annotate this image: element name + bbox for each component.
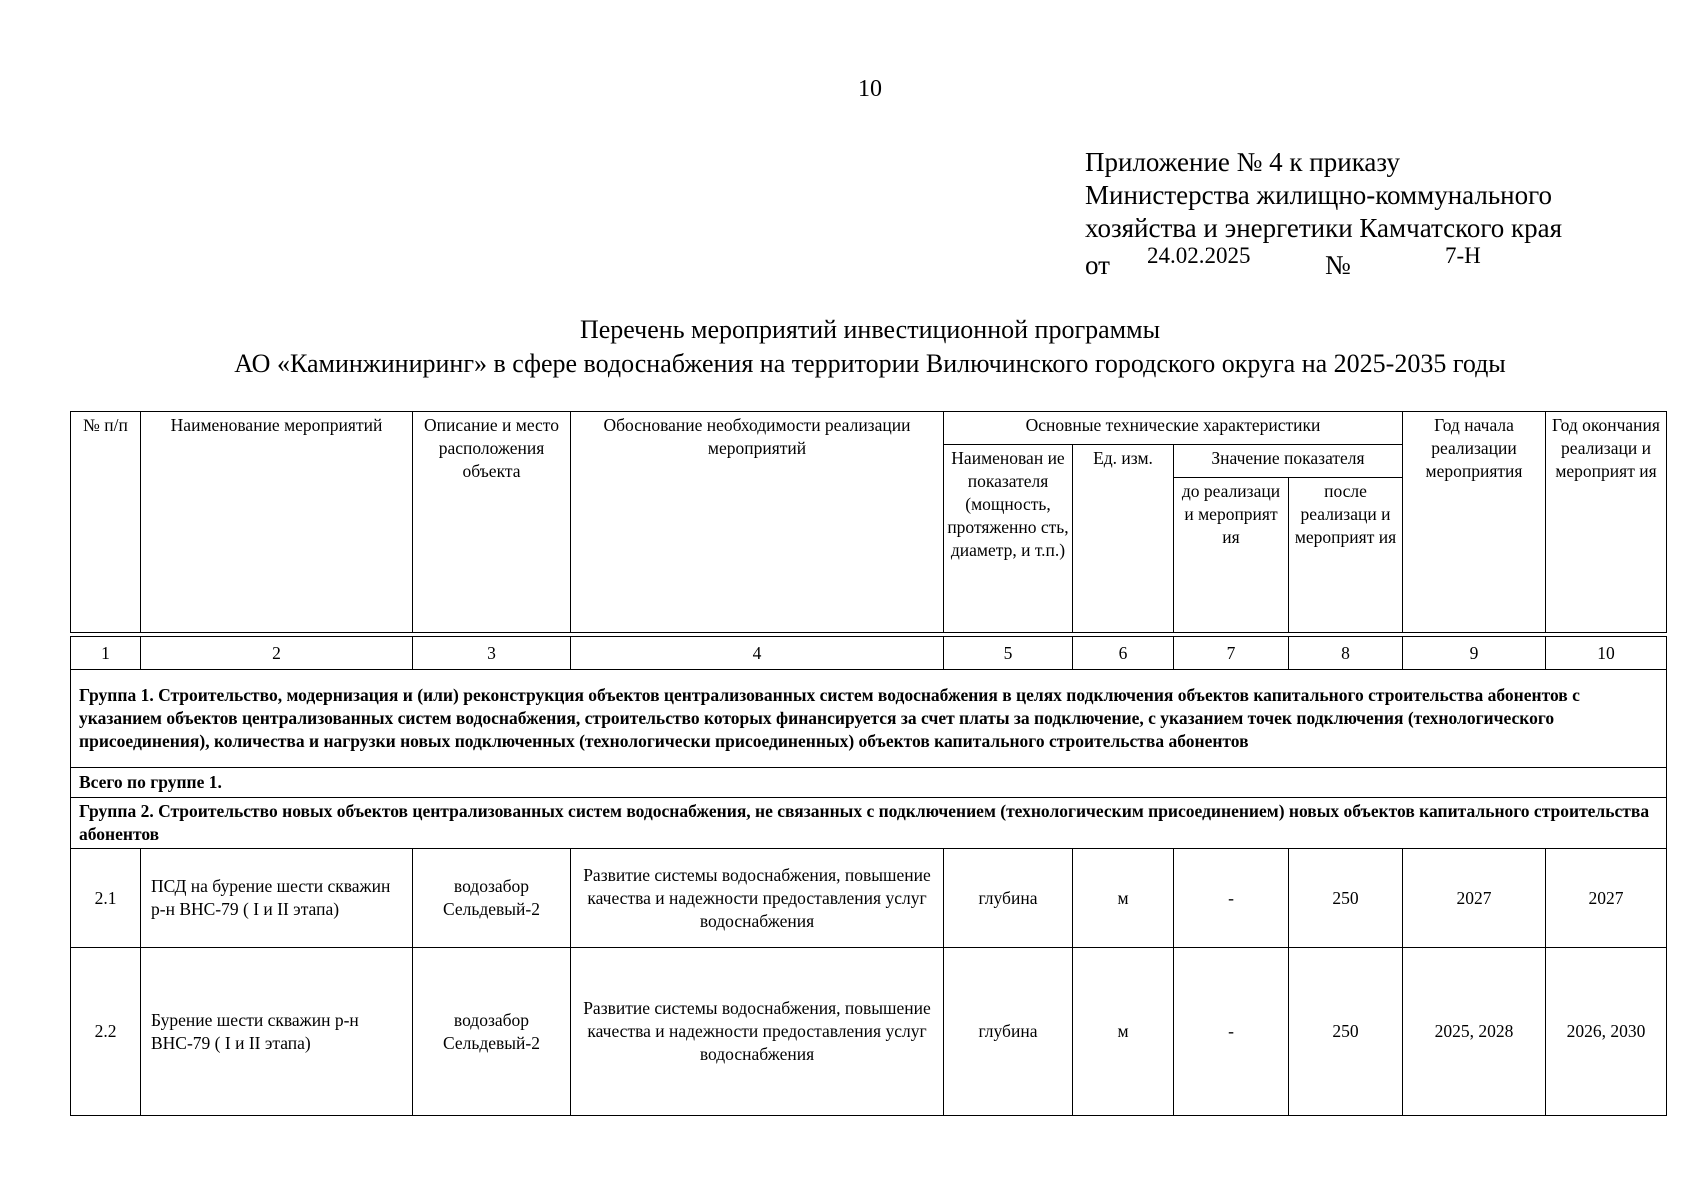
header-tech: Основные технические характеристики: [944, 412, 1403, 445]
header-indicator-name: Наименован ие показателя (мощность, протяженно сть, диаметр, и т.п.): [944, 445, 1073, 633]
row-unit: м: [1073, 849, 1174, 948]
measures-table: [70, 411, 1667, 1116]
group-1-total: Всего по группе 1.: [71, 768, 1667, 798]
header-num: № п/п: [71, 412, 141, 633]
row-location: водозабор Сельдевый-2: [413, 849, 571, 948]
title-line-2: АО «Каминжиниринг» в сфере водоснабжения на территории Вилючинского городского округа на 2025-2035 годы: [234, 349, 1506, 378]
header-value: Значение показателя: [1174, 445, 1403, 478]
row-end-year: 2026, 2030: [1546, 948, 1667, 1116]
row-after: 250: [1289, 948, 1403, 1116]
order-date: 24.02.2025: [1147, 243, 1251, 268]
column-number: 4: [571, 637, 944, 670]
row-start-year: 2027: [1403, 849, 1546, 948]
appendix-line-1: Приложение № 4 к приказу: [1085, 147, 1400, 177]
row-justification: Развитие системы водоснабжения, повышение качества и надежности предоставления услуг водоснабжения: [571, 849, 944, 948]
table-row: [71, 948, 1667, 1116]
row-indicator: глубина: [944, 849, 1073, 948]
appendix-block: [1085, 146, 1562, 278]
header-end-year: Год окончания реализаци и мероприят ия: [1546, 412, 1667, 633]
row-before: -: [1174, 849, 1289, 948]
title-line-1: Перечень мероприятий инвестиционной программы: [579, 315, 1161, 344]
row-num: 2.2: [71, 948, 141, 1116]
row-before: -: [1174, 948, 1289, 1116]
row-justification: Развитие системы водоснабжения, повышение качества и надежности предоставления услуг водоснабжения: [571, 948, 944, 1116]
row-name: ПСД на бурение шести скважин р-н ВНС-79 ( I и II этапа): [141, 849, 413, 948]
header-start-year: Год начала реализации мероприятия: [1403, 412, 1546, 633]
column-number: 7: [1174, 637, 1289, 670]
row-end-year: 2027: [1546, 849, 1667, 948]
row-unit: м: [1073, 948, 1174, 1116]
column-number: 10: [1546, 637, 1667, 670]
header-unit: Ед. изм.: [1073, 445, 1174, 633]
from-label: от: [1085, 250, 1110, 280]
group-1-heading: Группа 1. Строительство, модернизация и (или) реконструкция объектов централизованных систем водоснабжения в целях подключения объектов капитального строительства абонентов с указанием объектов централизованных систем водоснабжения, строительство которых финансируется за счет платы за подключение, с указанием точек подключения (технологического присоединения), количества и нагрузки новых подключенных (технологически присоединенных) объектов капитального строительства абонентов: [71, 670, 1667, 768]
order-number: 7-Н: [1445, 243, 1481, 268]
row-indicator: глубина: [944, 948, 1073, 1116]
row-start-year: 2025, 2028: [1403, 948, 1546, 1116]
header-description: Описание и место расположения объекта: [413, 412, 571, 633]
column-number: 1: [71, 637, 141, 670]
column-number: 3: [413, 637, 571, 670]
header-justification: Обоснование необходимости реализации мероприятий: [571, 412, 944, 633]
appendix-date-line: [1085, 245, 1562, 278]
column-number: 8: [1289, 637, 1403, 670]
column-number: 2: [141, 637, 413, 670]
row-location: водозабор Сельдевый-2: [413, 948, 571, 1116]
appendix-line-2: Министерства жилищно-коммунального: [1085, 180, 1553, 210]
document-title: [0, 313, 1698, 381]
column-number: 6: [1073, 637, 1174, 670]
column-number: 9: [1403, 637, 1546, 670]
number-label: №: [1325, 250, 1351, 280]
column-number: 5: [944, 637, 1073, 670]
row-after: 250: [1289, 849, 1403, 948]
row-name: Бурение шести скважин р-н ВНС-79 ( I и II этапа): [141, 948, 413, 1116]
header-name: Наименование мероприятий: [141, 412, 413, 633]
group-2-heading: Группа 2. Строительство новых объектов централизованных систем водоснабжения, не связанных с подключением (технологическим присоединением) новых объектов капитального строительства абонентов: [71, 798, 1667, 849]
row-num: 2.1: [71, 849, 141, 948]
header-before: до реализаци и мероприят ия: [1174, 478, 1289, 633]
header-after: после реализаци и мероприят ия: [1289, 478, 1403, 633]
table-row: [71, 849, 1667, 948]
page-number: 10: [858, 76, 882, 102]
appendix-line-3: хозяйства и энергетики Камчатского края: [1085, 213, 1563, 243]
